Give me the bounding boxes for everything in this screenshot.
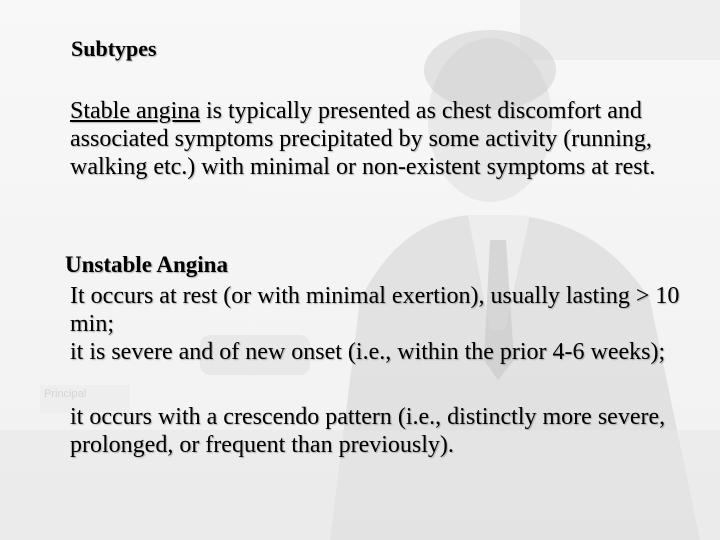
stable-angina-term: Stable angina (70, 98, 200, 124)
unstable-angina-heading: Unstable Angina (65, 252, 228, 277)
unstable-criterion-2: it is severe and of new onset (i.e., within the prior 4-6 weeks); (70, 339, 666, 365)
stable-angina-paragraph (70, 97, 690, 181)
unstable-criterion-1: It occurs at rest (or with minimal exertion), usually lasting > 10 min; (70, 283, 680, 337)
slide-title: Subtypes (71, 36, 157, 61)
stable-angina-description: is typically presented as chest discomfort and associated symptoms precipitated by some activity (running, walking etc.) with minimal or non-existent symptoms at rest. (70, 98, 656, 180)
unstable-criterion-3: it occurs with a crescendo pattern (i.e., distinctly more severe, prolonged, or frequent than previously). (70, 404, 666, 458)
nameplate-label: Principal (44, 388, 87, 400)
